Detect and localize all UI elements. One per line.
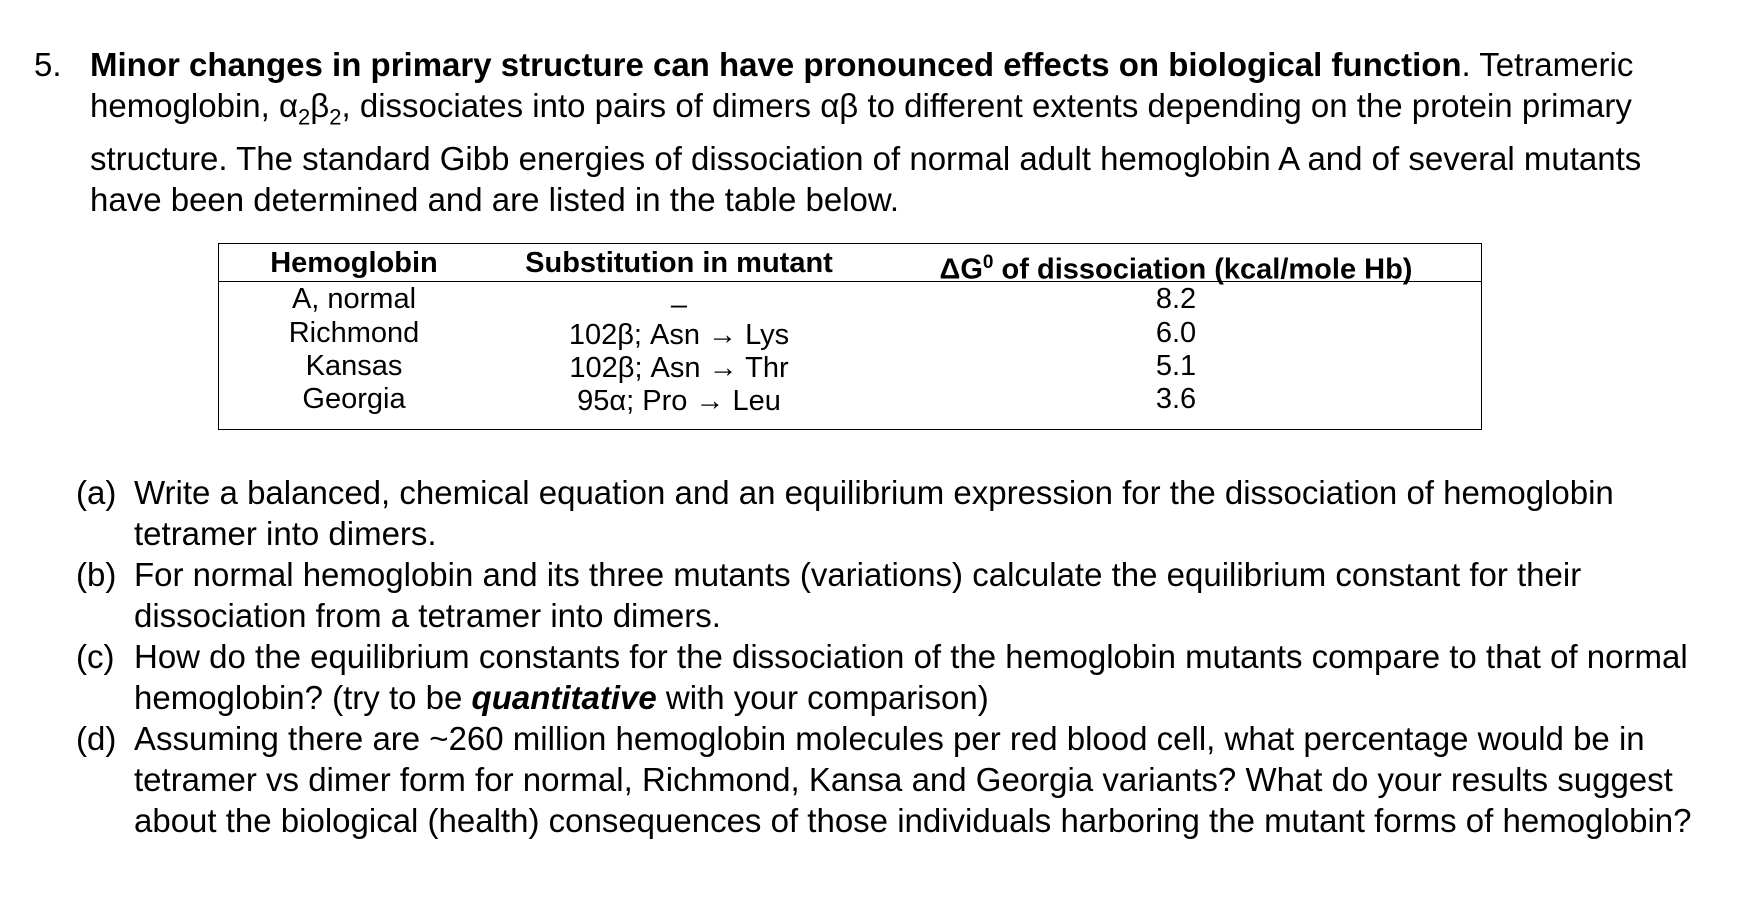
header-delta-g-prefix: ΔG xyxy=(939,253,983,286)
question-text: Write a balanced, chemical equation and an equilibrium expression for the dissociation of hemoglobin tetramer into dimers. xyxy=(134,474,1614,552)
problem-text-1: . Tetrameric hemoglobin, α xyxy=(90,46,1634,124)
subscript-beta: 2 xyxy=(329,104,342,130)
problem-lead: Minor changes in primary structure can have pronounced effects on biological function xyxy=(90,46,1462,83)
row-substitution: 95α; Pro → Leu xyxy=(577,385,781,417)
question-label: (c) xyxy=(76,638,115,675)
question-b xyxy=(76,554,1696,636)
row-delta-g: 8.2 xyxy=(1155,283,1197,315)
problem-statement xyxy=(34,44,1674,220)
row-substitution: – xyxy=(670,289,688,321)
question-list xyxy=(76,472,1696,841)
question-label: (a) xyxy=(76,474,117,511)
question-label: (b) xyxy=(76,556,117,593)
row-delta-g: 6.0 xyxy=(1155,317,1197,349)
question-d xyxy=(76,718,1696,841)
header-delta-g-sup: 0 xyxy=(982,252,994,273)
header-delta-g-suffix: of dissociation (kcal/mole Hb) xyxy=(993,253,1413,286)
problem-number: 5. xyxy=(34,46,62,83)
question-a xyxy=(76,472,1696,554)
emphasis-quantitative: quantitative xyxy=(471,679,657,716)
dissociation-table xyxy=(218,243,1482,430)
row-name: Richmond xyxy=(288,317,420,349)
question-text: How do the equilibrium constants for the dissociation of the hemoglobin mutants compare to that of normal hemoglobin? (try to be xyxy=(134,638,1688,716)
problem-text-2: β xyxy=(310,87,330,124)
problem-body xyxy=(90,44,1674,220)
question-c xyxy=(76,636,1696,718)
table-header xyxy=(219,244,1481,286)
header-substitution: Substitution in mutant xyxy=(525,247,833,279)
subscript-alpha: 2 xyxy=(298,104,311,130)
question-text: For normal hemoglobin and its three mutants (variations) calculate the equilibrium constant for their dissociation from a tetramer into dimers. xyxy=(134,556,1582,634)
row-name: Georgia xyxy=(302,383,406,415)
question-text: Assuming there are ~260 million hemoglobin molecules per red blood cell, what percentage would be in tetramer vs dimer form for normal, Richmond, Kansa and Georgia variants? What do your results suggest about the biological (health) consequences of those individuals harboring the mutant forms of hemoglobin? xyxy=(134,720,1692,839)
row-substitution: 102β; Asn → Thr xyxy=(569,352,789,384)
row-name: A, normal xyxy=(291,283,417,315)
row-delta-g: 5.1 xyxy=(1155,350,1197,382)
problem-text-3: , dissociates into pairs of dimers αβ to different extents depending on the protein primary structure. The standard Gibb energies of dissociation of normal adult hemoglobin A and of several mutants have been determined and are listed in the table below. xyxy=(90,87,1642,218)
header-delta-g xyxy=(869,246,1483,287)
row-substitution: 102β; Asn → Lys xyxy=(568,319,790,351)
question-label: (d) xyxy=(76,720,117,757)
row-name: Kansas xyxy=(305,350,403,382)
header-hemoglobin: Hemoglobin xyxy=(270,247,438,279)
row-delta-g: 3.6 xyxy=(1155,383,1197,415)
question-text: with your comparison) xyxy=(656,679,989,716)
